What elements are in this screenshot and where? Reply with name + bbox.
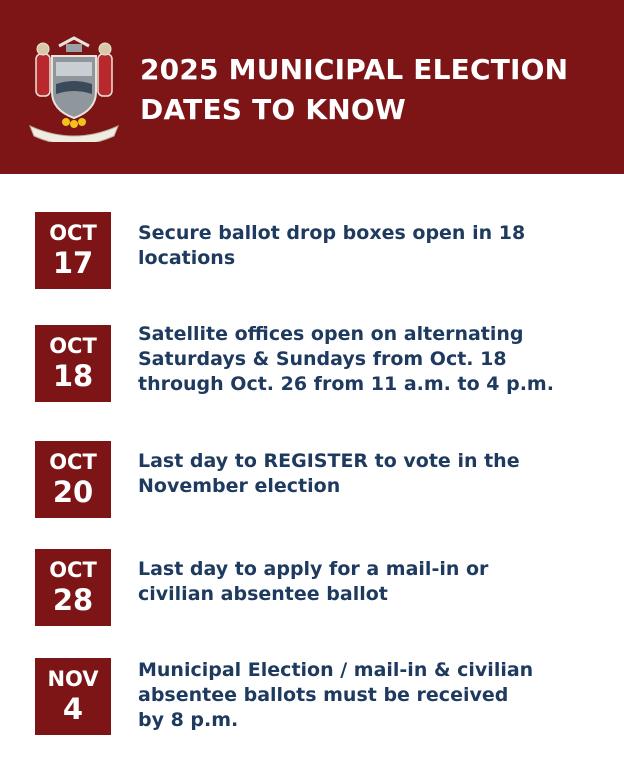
date-badge (35, 325, 111, 402)
date-badge (35, 441, 111, 518)
date-day: 18 (52, 359, 94, 393)
event-description (138, 449, 608, 499)
date-month: OCT (49, 221, 97, 245)
header-banner (0, 0, 624, 174)
description-line: Municipal Election / mail-in & civilian (138, 659, 534, 681)
date-month: NOV (47, 667, 99, 691)
title-line-2: DATES TO KNOW (140, 93, 406, 126)
description-line: Last day to REGISTER to vote in the (138, 450, 520, 472)
date-day: 17 (52, 246, 94, 280)
date-badge (35, 658, 111, 735)
description-line: locations (138, 247, 236, 269)
event-description (138, 322, 608, 397)
date-month: OCT (49, 450, 97, 474)
title-line-1: 2025 MUNICIPAL ELECTION (140, 53, 569, 86)
description-line: Last day to apply for a mail-in or (138, 558, 489, 580)
date-day: 28 (52, 583, 94, 617)
event-description (138, 557, 608, 607)
date-day: 20 (52, 475, 94, 509)
description-line: Secure ballot drop boxes open in 18 (138, 222, 526, 244)
date-badge (35, 212, 111, 289)
page-title (140, 50, 610, 130)
date-badge (35, 549, 111, 626)
description-line: Satellite offices open on alternating (138, 323, 524, 345)
date-day: 4 (62, 692, 84, 726)
description-line: Saturdays & Sundays from Oct. 18 (138, 348, 507, 370)
description-line: November election (138, 475, 341, 497)
date-month: OCT (49, 334, 97, 358)
event-description (138, 221, 608, 271)
date-month: OCT (49, 558, 97, 582)
date-list (0, 174, 624, 780)
description-line: by 8 p.m. (138, 709, 239, 731)
description-line: civilian absentee ballot (138, 583, 388, 605)
event-description (138, 658, 608, 733)
montgomery-county-seal-icon (26, 34, 122, 142)
description-line: through Oct. 26 from 11 a.m. to 4 p.m. (138, 373, 554, 395)
description-line: absentee ballots must be received (138, 684, 509, 706)
